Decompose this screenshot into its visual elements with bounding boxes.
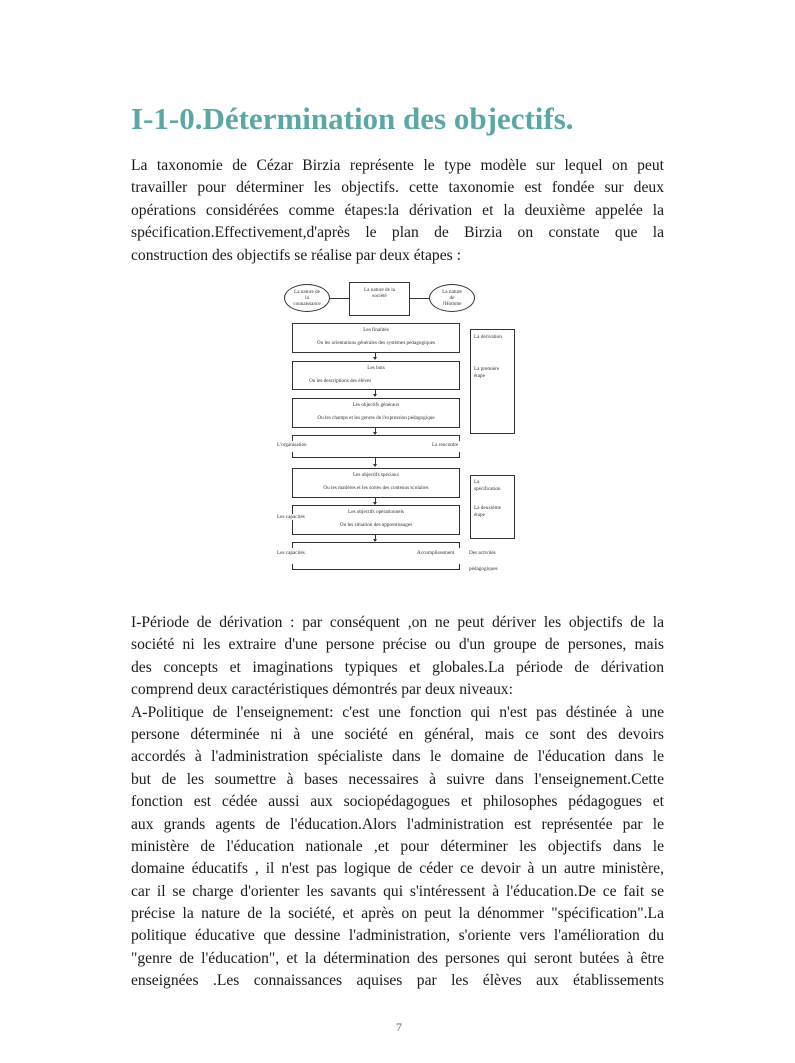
diagram-label: la (305, 295, 309, 301)
text-line: domaine éducatifs , il n'est pas logique de céder ce devoir à un autre ministère, (131, 860, 664, 878)
bracket-label-rencontre: La rencontre (432, 442, 459, 448)
bracket-label-organisation: L'organisation (277, 442, 307, 448)
text-line: politique éducative que dessine l'administration, s'oriente vers l'amélioration du (131, 927, 664, 945)
diagram-box-subtitle: Ou les orientations générales des systèmes pédagogiques (316, 340, 436, 346)
section-title: I-1-0.Détermination des objectifs. (131, 101, 574, 136)
diagram-box-title: Les finalités (363, 327, 389, 333)
box-nature-societe (349, 282, 410, 316)
text-line: enseignées .Les connaissances aquises par les élèves aux établissements (131, 972, 664, 990)
diagram-box-subtitle: Ou les situation des apprentissages (339, 522, 413, 528)
arrow-down-icon (373, 357, 377, 360)
body-paragraph (131, 612, 664, 993)
stage-subtitle: La deuxième (474, 505, 501, 511)
diagram-label: société (372, 293, 387, 299)
text-line: fonction est cédée aussi aux sociopédagogues et philosophes pédagogues et (131, 793, 664, 811)
label-activites: Des activités (469, 550, 496, 556)
text-line: but de les soumettre à bases necessaires à suivre dans l'enseignement.Cette (131, 770, 664, 788)
diagram-label: connaissance (293, 301, 321, 307)
intro-paragraph (131, 155, 664, 267)
connector-line (410, 298, 429, 299)
diagram-box-title: Les objectifs spéciaux (352, 472, 400, 478)
arrow-down-icon (373, 464, 377, 467)
label-pedagogiques: pédagogiques (469, 566, 498, 572)
diagram-label: de (449, 295, 455, 301)
stage-title: La (474, 479, 480, 485)
text-line: précise la nature de la société, et après on peut la dénommer "spécification".La (131, 905, 664, 923)
text-line: "genre de l'éducation", et la détermination des persones qui seront butées à être (131, 949, 664, 967)
page-number: 7 (396, 1020, 402, 1034)
connector-line (330, 298, 349, 299)
box-objectifs-operationnels (292, 505, 460, 535)
ellipse-nature-homme (429, 284, 475, 312)
stage-subtitle: étape (474, 512, 485, 518)
text-line: accordés à l'administration spécialiste dans le domaine de l'éducation dans le (131, 748, 664, 766)
ellipse-nature-connaissance (284, 284, 330, 312)
bracket-bottom (292, 452, 460, 458)
diagram-box-subtitle: Ou les champs et les genres de l'expression pédagogique (317, 415, 435, 421)
bracket-top (292, 435, 460, 441)
label-capacites: Les capacités (277, 514, 305, 520)
diagram-label: La nature de (294, 289, 320, 295)
text-line: construction des objectifs se réalise par deux étapes : (131, 246, 461, 264)
diagram-box-title: Les objectifs opérationnels (348, 509, 404, 515)
text-line: des concepts et imaginations typiques et globales.La période de dérivation (131, 658, 664, 676)
diagram-label: l'Homme (442, 301, 462, 307)
bracket-bottom (292, 564, 460, 570)
text-line: A-Politique de l'enseignement: c'est une fonction qui n'est pas déstinée à une (131, 703, 664, 721)
taxonomy-diagram (277, 280, 517, 580)
diagram-box-subtitle: Ou les descriptions des élèves (309, 378, 372, 384)
text-line: opérations considérées comme étapes:la dérivation et la deuxième appelée la (131, 201, 664, 219)
text-line: spécification.Effectivement,d'après le plan de Birzia on constate que la (131, 224, 664, 242)
text-line: La taxonomie de Cézar Birzia représente le type modèle sur lequel on peut (131, 157, 664, 174)
arrow-down-icon (373, 394, 377, 397)
diagram-label: La nature de la (364, 287, 395, 293)
diagram-box-subtitle: Ou les matières et les sortes des contenus scolaires (323, 485, 429, 491)
bracket-top (292, 542, 460, 548)
text-line: ministère de l'éducation nationale ,et pour déterminer les objectifs dans le (131, 837, 664, 855)
box-objectifs-generaux (292, 398, 460, 428)
text-line: comprend deux caractéristiques démontrés par deux niveaux: (131, 681, 513, 699)
box-objectifs-speciaux (292, 468, 460, 498)
text-line: société ni les extraire d'une persone précise ou d'un groupe de persones, mais (131, 636, 664, 654)
stage-subtitle: La première (474, 366, 500, 372)
diagram-box-title: Les buts (367, 365, 385, 371)
text-line: travailler pour déterminer les objectifs. cette taxonomie est fondée sur deux (131, 179, 664, 197)
bracket-label-capacites: Les capacités (277, 550, 305, 556)
text-line: aux grands agents de l'éducation.Alors l'administration est représentée par le (131, 815, 664, 833)
diagram-label: La nature (442, 289, 462, 295)
stage-subtitle: étape (474, 373, 485, 379)
box-buts (292, 361, 460, 390)
box-specification-stage (470, 475, 515, 539)
box-finalites (292, 323, 460, 353)
bracket-label-accomplissement: Accomplissement (417, 550, 455, 556)
box-derivation-stage (470, 329, 515, 434)
text-line: persone déterminée ni à une société en général, mais ce sont des devoirs (131, 725, 664, 743)
stage-title: La dérivation (474, 334, 502, 340)
text-line: I-Période de dérivation : par conséquent ,on ne peut dériver les objectifs de la (131, 614, 664, 631)
diagram-box-title: Les objectifs généraux (352, 402, 400, 408)
text-line: car il se charge d'orienter les savants qui s'intéressent à l'éducation.De ce fait se (131, 882, 664, 900)
stage-title: spécification (474, 486, 501, 492)
